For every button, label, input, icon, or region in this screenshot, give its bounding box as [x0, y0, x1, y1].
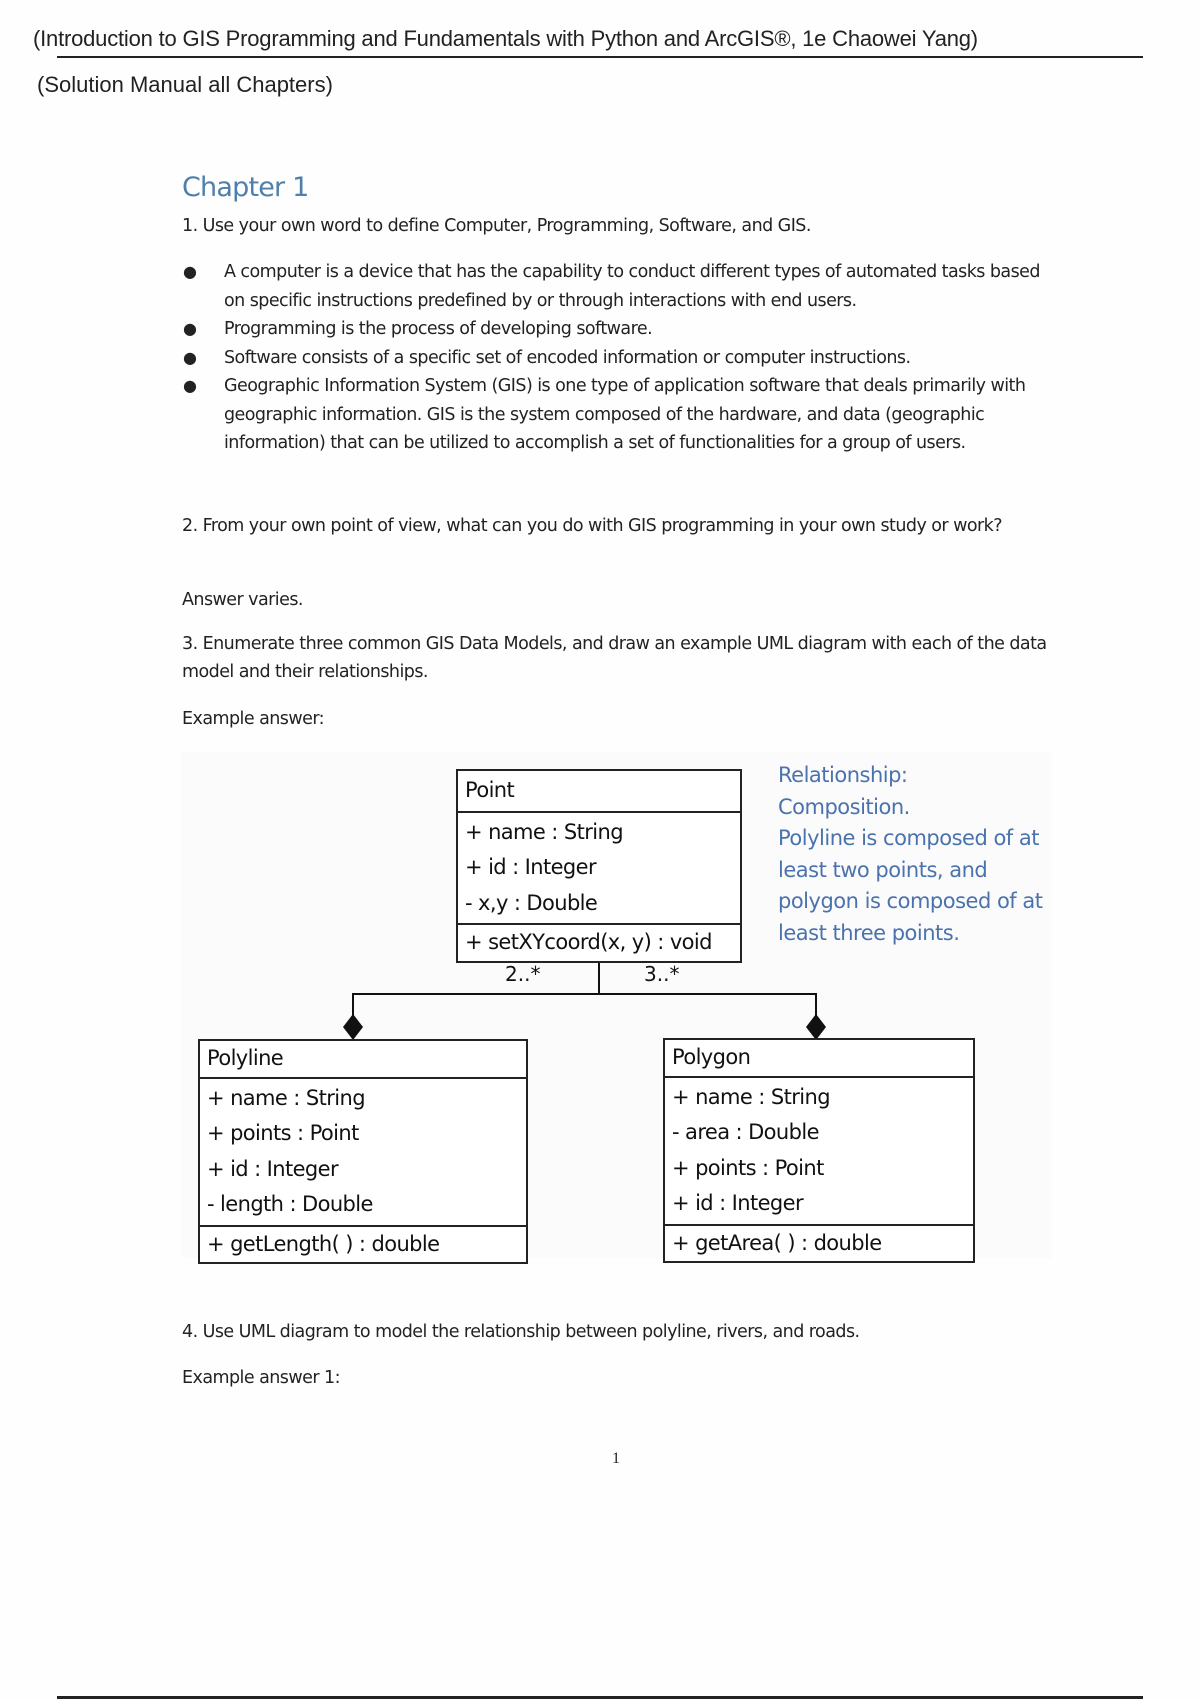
class-attribute: - area : Double — [672, 1120, 819, 1144]
uml-class-polyline — [198, 1039, 528, 1264]
note-line: Composition. — [778, 794, 910, 819]
list-item-text: A computer is a device that has the capability to conduct different types of automated tasks based on specific instructions predefined by or through interactions with end users. — [224, 262, 1040, 311]
class-method: + getArea( ) : double — [672, 1230, 882, 1255]
class-attribute: + id : Integer — [672, 1191, 804, 1215]
question-3-answer-label: Example answer: — [182, 709, 325, 729]
class-attribute: - x,y : Double — [465, 890, 598, 915]
class-attribute: + name : String — [207, 1085, 365, 1110]
question-2: 2. From your own point of view, what can you do with GIS programming in your own study or work? — [182, 516, 1002, 536]
relationship-note — [778, 760, 1042, 949]
note-line: least two points, and — [778, 857, 988, 882]
class-attribute: - length : Double — [207, 1192, 373, 1216]
bullet-icon: ● — [183, 319, 197, 338]
question-2-answer: Answer varies. — [182, 590, 303, 610]
class-attribute: + id : Integer — [465, 855, 597, 879]
chapter-heading: Chapter 1 — [182, 172, 309, 203]
question-1: 1. Use your own word to define Computer, Programming, Software, and GIS. — [182, 216, 811, 236]
class-name: Point — [465, 778, 515, 802]
class-attribute: + name : String — [465, 819, 623, 844]
document-header-subtitle: (Solution Manual all Chapters) — [37, 72, 333, 97]
class-attribute: + points : Point — [672, 1155, 824, 1180]
class-name: Polygon — [672, 1045, 751, 1069]
list-item-text: Software consists of a specific set of encoded information or computer instructions. — [224, 347, 911, 368]
class-attribute: + name : String — [672, 1084, 830, 1109]
multiplicity-polygon: 3..* — [644, 962, 680, 986]
note-line: least three points. — [778, 920, 960, 945]
document-header-title: (Introduction to GIS Programming and Fundamentals with Python and ArcGIS®, 1e Chaowei Yang) — [33, 26, 978, 51]
note-line: polygon is composed of at — [778, 889, 1043, 913]
bullet-icon: ● — [183, 262, 197, 281]
class-method: + getLength( ) : double — [207, 1231, 440, 1256]
list-item-text: Geographic Information System (GIS) is one type of application software that deals primarily with geographic information. GIS is the system composed of the hardware, and data (geographic information) that can be utilized to accomplish a set of functionalities for a group of users. — [224, 376, 1026, 453]
question-4: 4. Use UML diagram to model the relationship between polyline, rivers, and roads. — [182, 1322, 860, 1342]
page-number: 1 — [612, 1450, 620, 1467]
class-method: + setXYcoord(x, y) : void — [465, 930, 712, 954]
uml-class-point — [456, 769, 742, 963]
composition-diamond-icon — [806, 1014, 826, 1040]
multiplicity-polyline: 2..* — [505, 962, 541, 986]
bullet-icon: ● — [183, 347, 197, 367]
class-attribute: + id : Integer — [207, 1156, 339, 1181]
question-4-answer-label: Example answer 1: — [182, 1368, 340, 1388]
bullet-icon: ● — [183, 376, 197, 395]
composition-diamond-icon — [343, 1014, 363, 1040]
list-item-text: Programming is the process of developing software. — [224, 319, 653, 339]
class-attribute: + points : Point — [207, 1121, 359, 1145]
note-line: Polyline is composed of at — [778, 826, 1039, 850]
class-name: Polyline — [207, 1046, 284, 1070]
question-3: 3. Enumerate three common GIS Data Models, and draw an example UML diagram with each of the data model and their relationships. — [182, 634, 1047, 682]
footer-rule — [57, 1696, 1143, 1699]
uml-class-polygon — [663, 1038, 975, 1263]
note-line: Relationship: — [778, 763, 908, 787]
